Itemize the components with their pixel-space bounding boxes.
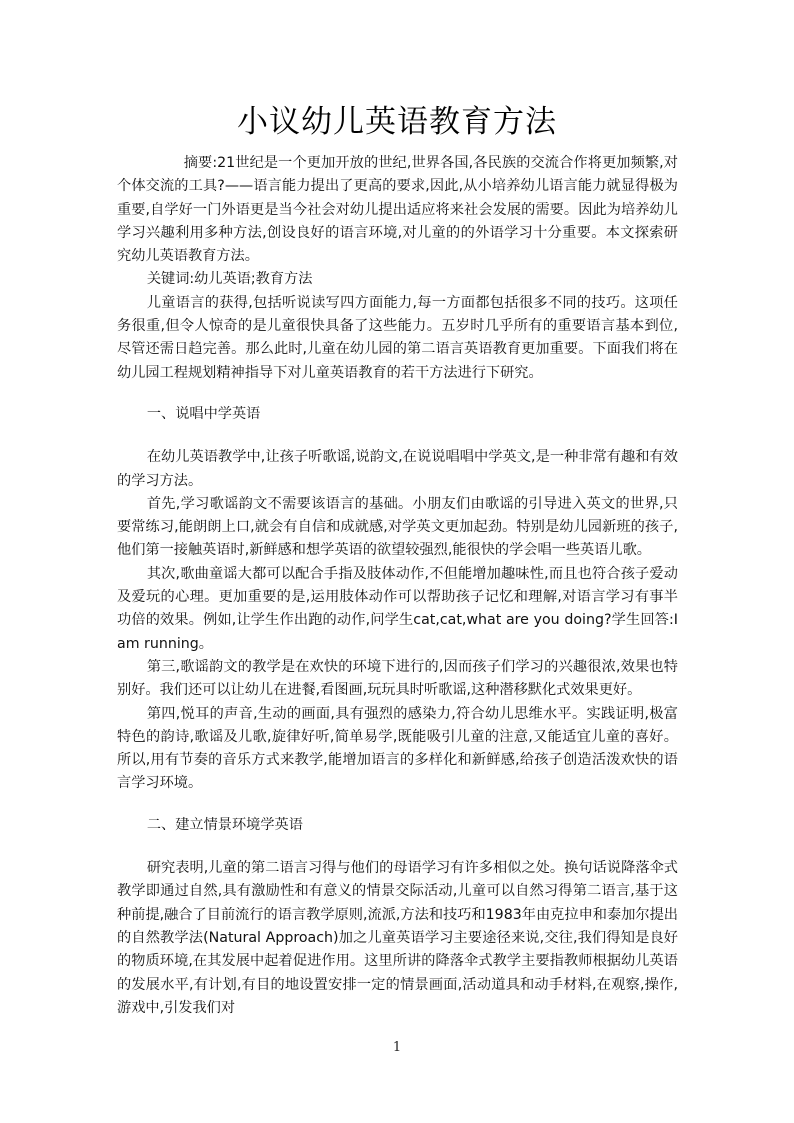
section-heading-2: 二、建立情景环境学英语	[146, 816, 303, 833]
section1-paragraph: 第三,歌谣韵文的教学是在欢快的环境下进行的,因而孩子们学习的兴趣很浓,效果也特别好。我们还可以让幼儿在进餐,看图画,玩玩具时听歌谣,这种潜移默化式效果更好。	[117, 658, 678, 699]
section-heading-1: 一、说唱中学英语	[146, 405, 261, 422]
abstract-paragraph: 摘要:21世纪是一个更加开放的世纪,世界各国,各民族的交流合作将更加频繁,对个体交流的工具?——语言能力提出了更高的要求,因此,从小培养幼儿语言能力就显得极为重要,自学好一门外语更是当今社会对幼儿提出适应将来社会发展的需要。因此为培养幼儿学习兴趣利用多种方法,创设良好的语言环境,对儿童的的外语学习十分重要。本文探索研究幼儿英语教育方法。	[117, 155, 678, 265]
section1-paragraph: 其次,歌曲童谣大都可以配合手指及肢体动作,不但能增加趣味性,而且也符合孩子爱动及爱玩的心理。更加重要的是,运用肢体动作可以帮助孩子记忆和理解,对语言学习有事半功倍的效果。例如,让学生作出跑的动作,问学生cat,cat,what are you doing?学生回答:I am running。	[117, 565, 678, 652]
section1-paragraph: 在幼儿英语教学中,让孩子听歌谣,说韵文,在说说唱唱中学英文,是一种非常有趣和有效的学习方法。	[117, 449, 678, 489]
section2-paragraph: 研究表明,儿童的第二语言习得与他们的母语学习有许多相似之处。换句话说降落伞式教学即通过自然,具有激励性和有意义的情景交际活动,儿童可以自然习得第二语言,基于这种前提,融合了目前流行的语言教学原则,流派,方法和技巧和1983年由克拉申和泰加尔提出的自然教学法(Natural Approach)加之儿童英语学习主要途径来说,交往,我们得知是良好的物质环境,在其发展中起着促进作用。这里所讲的降落伞式教学主要指教师根据幼儿英语的发展水平,有计划,有目的地设置安排一定的情景画面,活动道具和动手材料,在观察,操作,游戏中,引发我们对	[117, 860, 678, 1016]
keywords-paragraph: 关键词:幼儿英语;教育方法	[146, 271, 313, 288]
document-body	[117, 152, 678, 1020]
section1-paragraph: 首先,学习歌谣韵文不需要该语言的基础。小朋友们由歌谣的引导进入英文的世界,只要常练习,能朗朗上口,就会有自信和成就感,对学英文更加起劲。特别是幼儿园新班的孩子,他们第一接触英语时,新鲜感和想学英语的欲望较强烈,能很快的学会唱一些英语儿歌。	[117, 495, 678, 559]
page-number: 1	[392, 1040, 402, 1055]
intro-paragraph: 儿童语言的获得,包括听说读写四方面能力,每一方面都包括很多不同的技巧。这项任务很重,但令人惊奇的是儿童很快具备了这些能力。五岁时几乎所有的重要语言基本到位,尽管还需日趋完善。那么此时,儿童在幼儿园的第二语言英语教育更加重要。下面我们将在幼儿园工程规划精神指导下对儿童英语教育的若干方法进行下研究。	[117, 294, 678, 381]
document-title: 小议幼儿英语教育方法	[237, 104, 557, 140]
section1-paragraph: 第四,悦耳的声音,生动的画面,具有强烈的感染力,符合幼儿思维水平。实践证明,极富特色的韵诗,歌谣及儿歌,旋律好听,简单易学,既能吸引儿童的注意,又能适宜儿童的喜好。所以,用有节奏的音乐方式来教学,能增加语言的多样化和新鲜感,给孩子创造活泼欢快的语言学习环境。	[117, 705, 678, 792]
